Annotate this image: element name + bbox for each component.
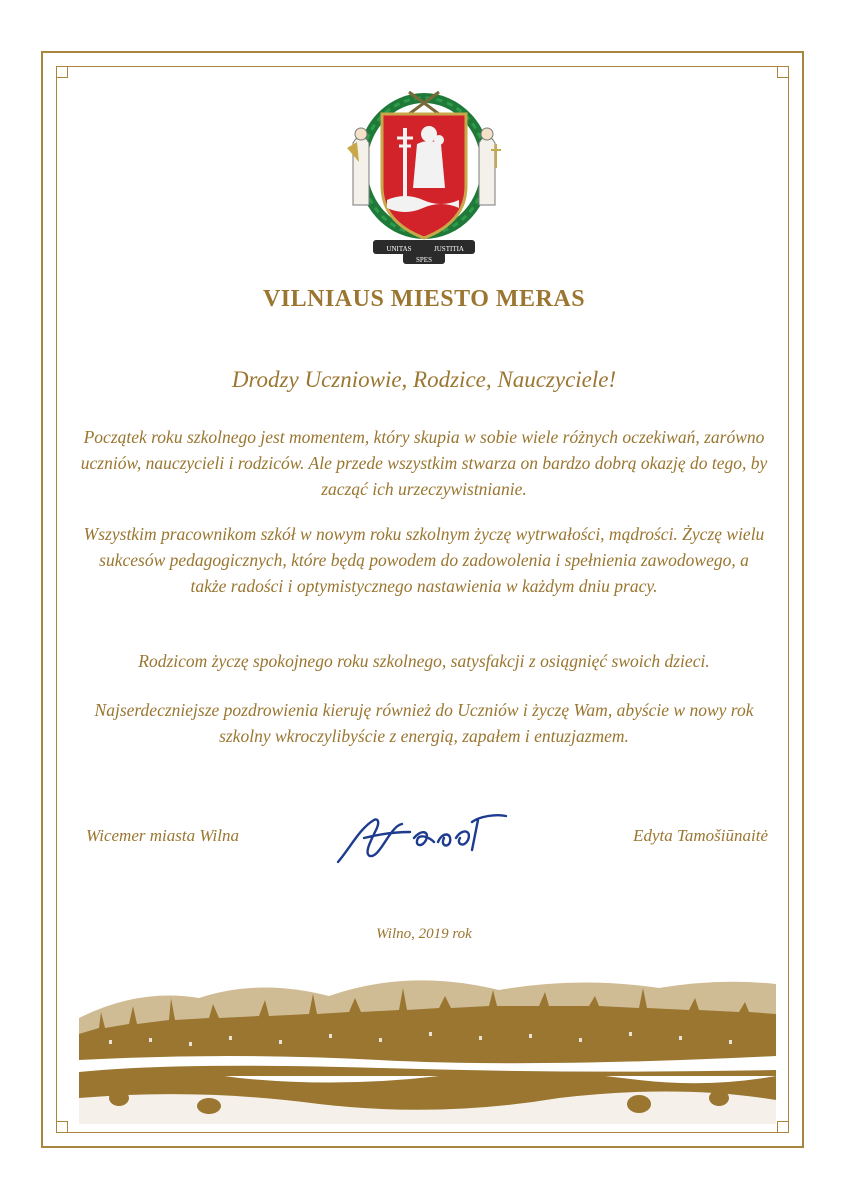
frame-corner: [56, 1121, 68, 1133]
crest-motto-right: JUSTITIA: [434, 245, 464, 253]
signatory-name: Edyta Tamošiūnaitė: [633, 826, 768, 845]
frame-corner: [777, 1121, 789, 1133]
page-title: VILNIAUS MIESTO MERAS: [262, 286, 586, 312]
paragraph-4: Najserdeczniejsze pozdrowienia kieruję również do Uczniów i życzę Wam, abyście w nowy rok szkolny wkroczylibyście z energią, zapałem i entuzjazmem.: [94, 700, 754, 746]
crest-motto-left: UNITAS: [386, 245, 412, 253]
greeting: Drodzy Uczniowie, Rodzice, Nauczyciele!: [231, 367, 617, 392]
place-date: Wilno, 2019 rok: [376, 926, 472, 942]
vilnius-panorama-illustration: [79, 948, 776, 1124]
paragraph-1: Początek roku szkolnego jest momentem, który skupia w sobie wiele różnych oczekiwań, zarówno uczniów, nauczycieli i rodziców. Ale przede wszystkim stwarza on bardzo dobrą okazję do tego, by zacząć ich urzeczywistnianie.: [80, 427, 768, 499]
crest-motto-bottom: SPES: [416, 256, 432, 264]
handwritten-signature: [330, 808, 515, 870]
paragraph-3: Rodzicom życzę spokojnego roku szkolnego, satysfakcji z osiągnięć swoich dzieci.: [138, 651, 710, 671]
paragraph-2: Wszystkim pracownikom szkół w nowym roku szkolnym życzę wytrwałości, mądrości. Życzę wielu sukcesów pedagogicznych, które będą powodem do zadowolenia i spełnienia zawodowego, a także radości i optymistycznego nastawienia w każdym dniu pracy.: [83, 524, 765, 596]
vilnius-coat-of-arms: [343, 88, 505, 270]
frame-corner: [777, 66, 789, 78]
frame-corner: [56, 66, 68, 78]
signatory-position: Wicemer miasta Wilna: [86, 826, 239, 845]
